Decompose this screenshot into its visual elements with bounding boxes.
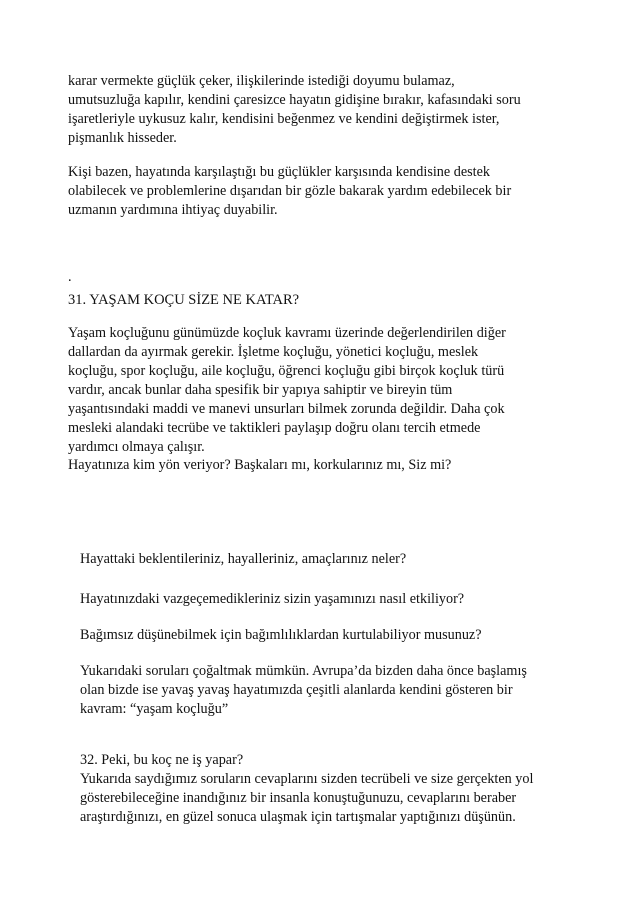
text-line: Yukarıdaki soruları çoğaltmak mümkün. Avrupa’da bizden daha önce başlamış — [80, 663, 527, 679]
paragraph-question: Hayatınıza kim yön veriyor? Başkaları mı, korkularınız mı, Siz mi? — [68, 457, 452, 473]
text-line: pişmanlık hisseder. — [68, 130, 177, 146]
text-line: işaretleriyle uykusuz kalır, kendisini beğenmez ve kendini değiştirmek ister, — [68, 111, 500, 127]
text-line: umutsuzluğa kapılır, kendini çaresizce hayatın gidişine bırakır, kafasındaki soru — [68, 92, 521, 108]
question-expectations: Hayattaki beklentileriniz, hayalleriniz, amaçlarınız neler? — [80, 551, 407, 567]
text-line: Yaşam koçluğunu günümüzde koçluk kavramı üzerinde değerlendirilen diğer — [68, 325, 506, 341]
separator-dot: . — [68, 269, 72, 285]
section-heading-31: 31. YAŞAM KOÇU SİZE NE KATAR? — [68, 292, 300, 308]
question-indispensables: Hayatınızdaki vazgeçemedikleriniz sizin yaşamınızı nasıl etkiliyor? — [80, 591, 465, 607]
text-line: karar vermekte güçlük çeker, ilişkilerinde istediği doyumu bulamaz, — [68, 73, 455, 89]
text-line: kavram: “yaşam koçluğu” — [80, 701, 229, 717]
question-independence: Bağımsız düşünebilmek için bağımlılıklardan kurtulabiliyor musunuz? — [80, 627, 482, 643]
text-line: araştırdığınızı, en güzel sonuca ulaşmak için tartışmalar yaptığınızı düşünün. — [80, 809, 516, 825]
text-line: uzmanın yardımına ihtiyaç duyabilir. — [68, 202, 278, 218]
text-line: vardır, ancak bunlar daha spesifik bir yapıya sahiptir ve bireyin tüm — [68, 382, 453, 398]
text-line: yardımcı olmaya çalışır. — [68, 439, 205, 455]
text-line: gösterebileceğine inandığınız bir insanla konuştuğunuzu, cevaplarını beraber — [80, 790, 517, 806]
section-heading-32: 32. Peki, bu koç ne iş yapar? — [80, 752, 244, 768]
paragraph-continuation — [68, 72, 521, 148]
text-line: olabilecek ve problemlerine dışarıdan bir gözle bakarak yardım edebilecek bir — [68, 183, 512, 199]
paragraph-life-coaching-concept — [80, 662, 527, 719]
paragraph-life-coaching — [68, 324, 506, 457]
text-line: mesleki alandaki tecrübe ve taktikleri paylaşıp doğru olanı tercih etmede — [68, 420, 481, 436]
text-line: Kişi bazen, hayatında karşılaştığı bu güçlükler karşısında kendisine destek — [68, 164, 490, 180]
text-line: koçluğu, spor koçluğu, aile koçluğu, öğrenci koçluğu gibi birçok koçluk türü — [68, 363, 505, 379]
text-line: yaşantısındaki maddi ve manevi unsurları bilmek zorunda değildir. Daha çok — [68, 401, 505, 417]
text-line: olan bizde ise yavaş yavaş hayatımızda çeşitli alanlarda kendini gösteren bir — [80, 682, 513, 698]
text-line: Yukarıda saydığımız soruların cevaplarını sizden tecrübeli ve size gerçekten yol — [80, 771, 534, 787]
text-line: dallardan da ayırmak gerekir. İşletme koçluğu, yönetici koçluğu, meslek — [68, 344, 479, 360]
paragraph-coach-role — [80, 770, 533, 827]
paragraph-support-need — [68, 163, 511, 220]
